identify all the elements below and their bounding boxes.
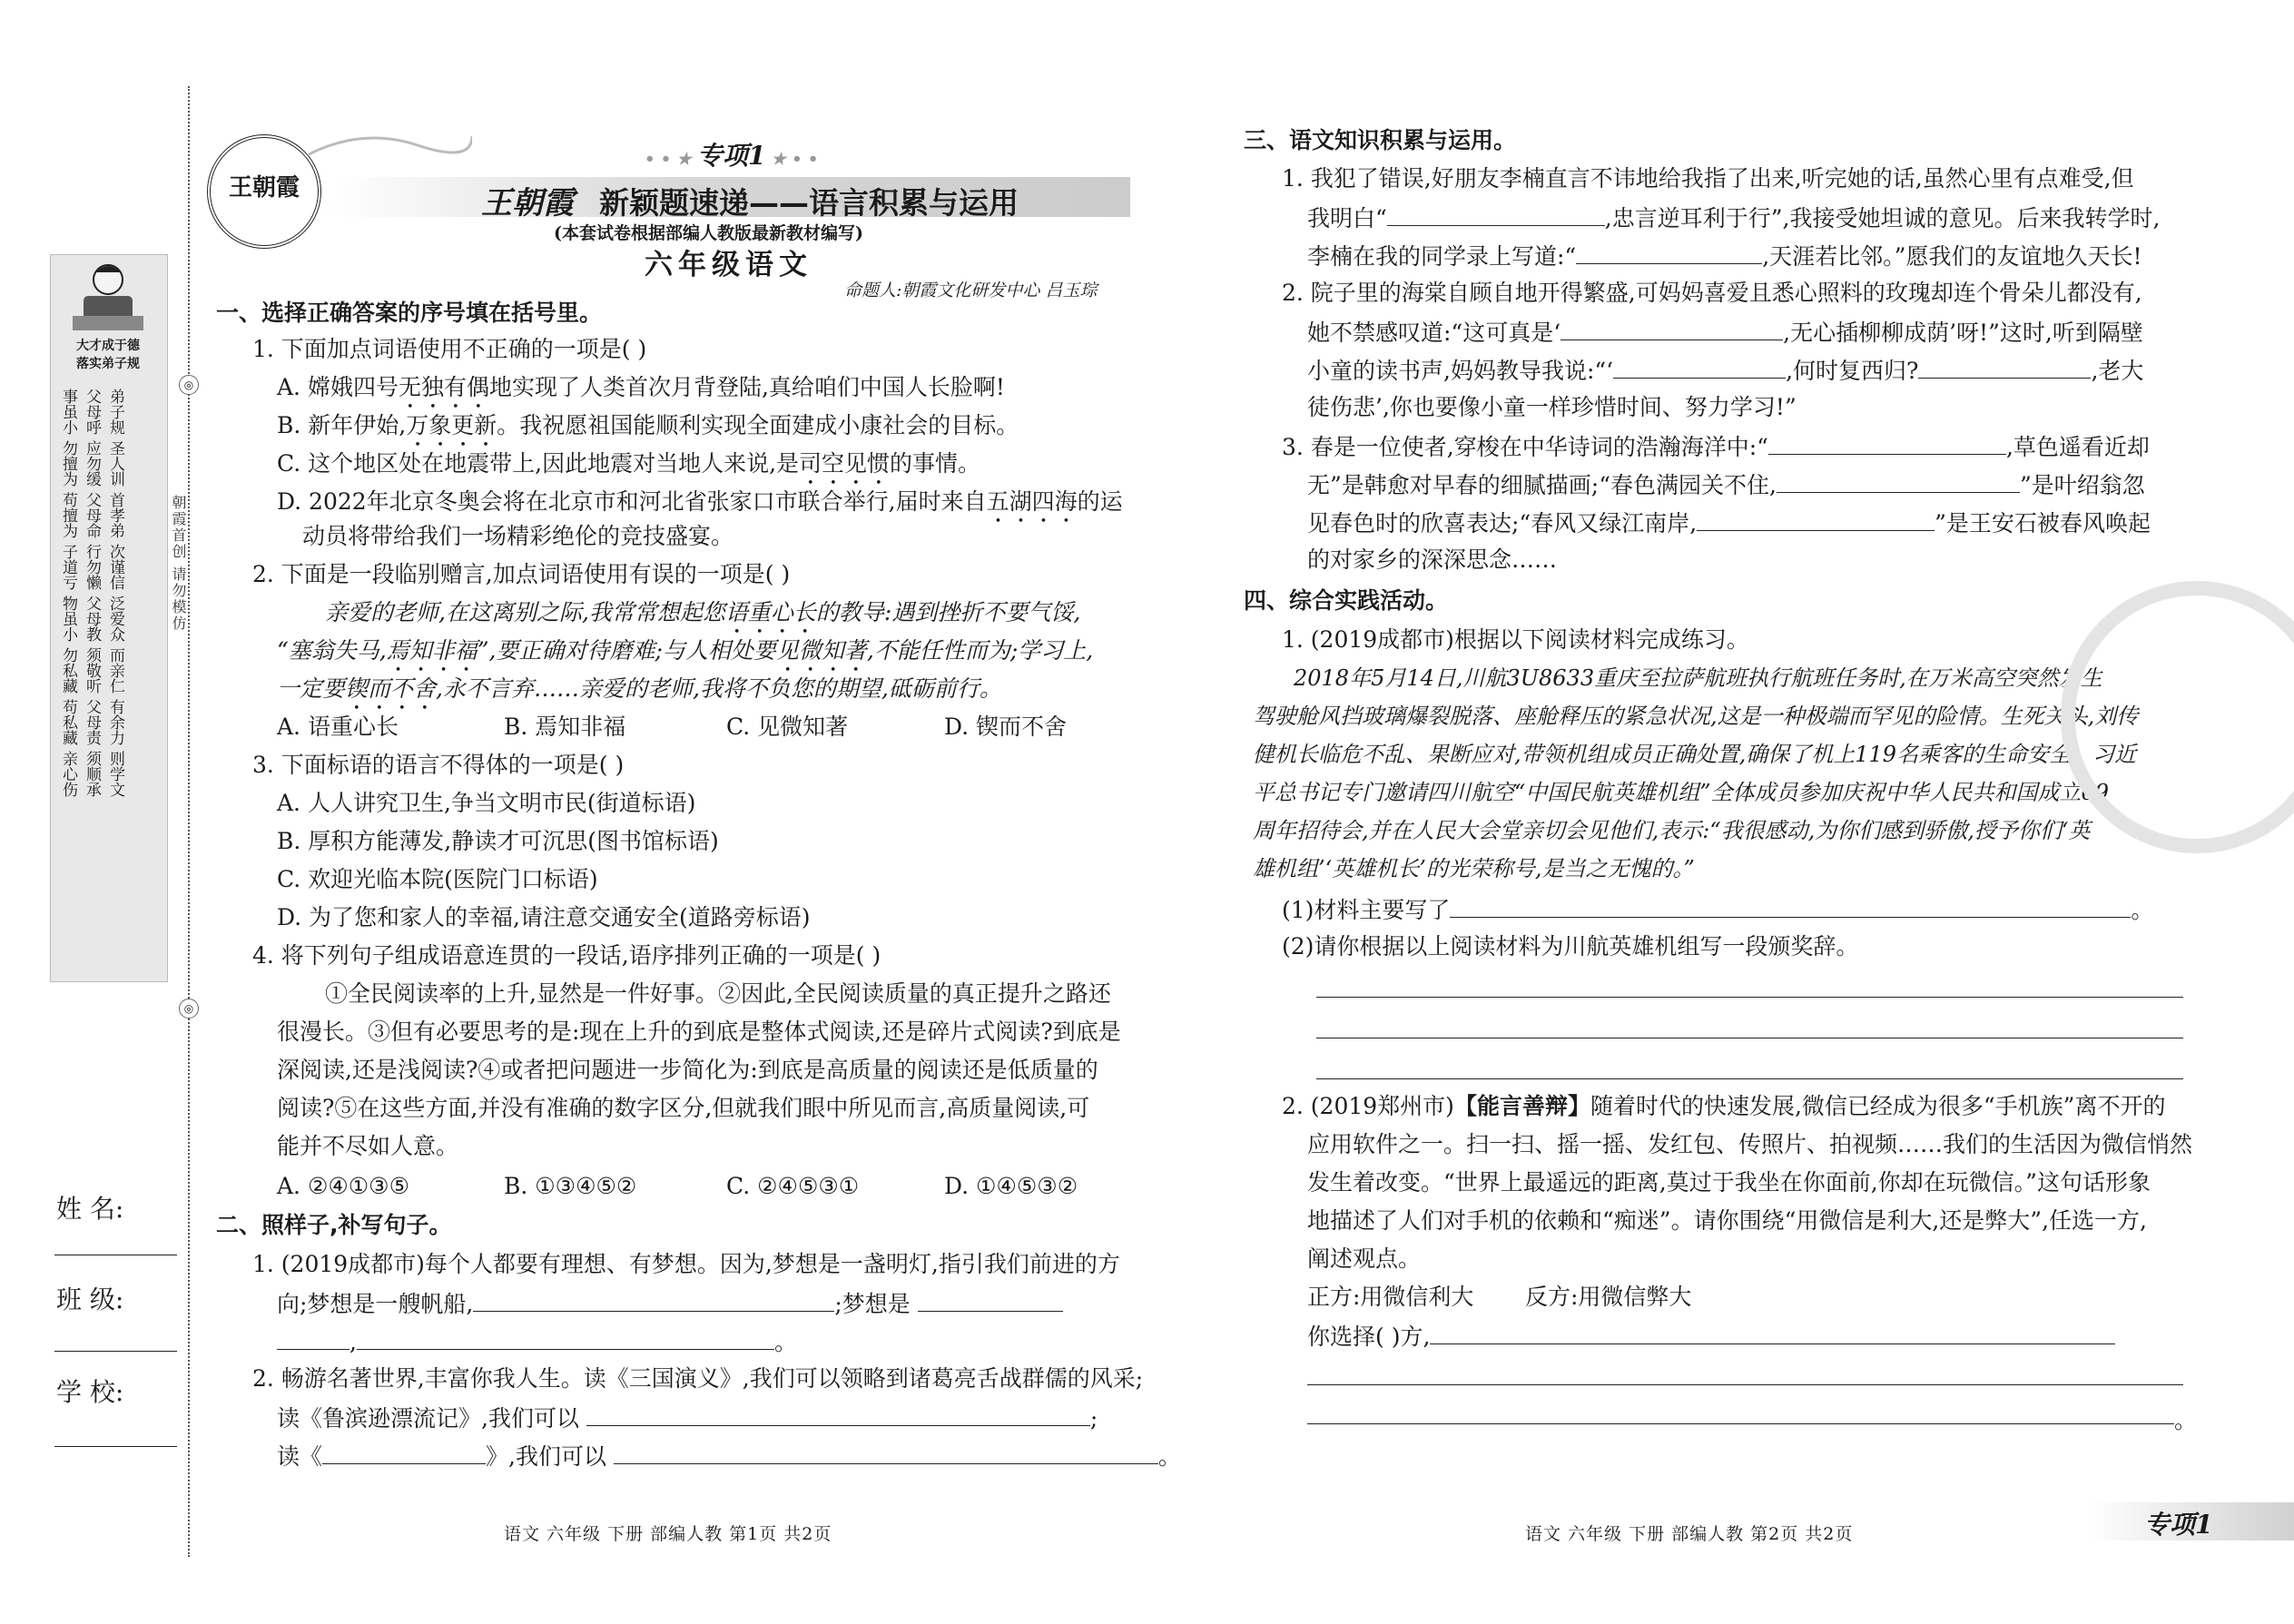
q3-option-d: D. 为了您和家人的幸福,请注意交通安全(道路旁标语) xyxy=(277,904,811,930)
r2-tail: ,无心插柳柳成荫’呀!”这时,听到隔壁 xyxy=(1783,320,2143,346)
verse: 则学文 xyxy=(106,751,124,797)
p2-line-5: 阐述观点。 xyxy=(1307,1245,1422,1272)
q3-stem: 3. 下面标语的语言不得体的一项是( ) xyxy=(252,752,625,778)
argument-line-1[interactable] xyxy=(1307,1384,2183,1385)
school-label: 学 校: xyxy=(56,1377,124,1407)
verse: 物虽小 xyxy=(59,595,77,642)
author-line: 命题人:朝霞文化研发中心 吕玉琮 xyxy=(844,281,1098,300)
q2-option-b: B. 焉知非福 xyxy=(504,714,626,740)
q3-option-b: B. 厚积方能薄发,静读才可沉思(图书馆标语) xyxy=(277,828,719,854)
verse: 苟擅为 xyxy=(59,492,77,538)
topic-tag: • • ★ 专项1 ★ • • xyxy=(645,141,819,171)
r3-lead-2: 无”是韩愈对早春的细腻描画;“春色满园关不住, xyxy=(1307,472,1777,498)
verse: 事虽小 xyxy=(59,389,77,435)
choose-blank[interactable] xyxy=(1430,1320,2115,1344)
section-1-heading: 一、选择正确答案的序号填在括号里。 xyxy=(216,300,603,326)
topic-tag-text: 专项1 xyxy=(696,141,766,171)
verse: 须顺承 xyxy=(83,751,101,797)
verse: 父母责 xyxy=(83,699,101,745)
q2-stem: 2. 下面是一段临别赠言,加点词语使用有误的一项是( ) xyxy=(252,561,791,587)
q4-passage-1: ①全民阅读率的上升,显然是一件好事。②因此,全民阅读质量的真正提升之路还 xyxy=(325,980,1111,1007)
s1-lead: 向;梦想是一艘帆船, xyxy=(277,1291,474,1317)
footer-right: 语文 六年级 下册 部编人教 第2页 共2页 xyxy=(1525,1524,1854,1544)
choose-line xyxy=(1307,1320,2115,1353)
q4-option-d: D. ①④⑤③② xyxy=(944,1173,1078,1199)
binding-mark-2: ◎ xyxy=(179,999,199,1019)
q1-option-b: B. 新年伊始,万象更新。我祝愿祖国能顺利实现全面建成小康社会的目标。 xyxy=(277,412,1019,438)
r2-lead: 她不禁感叹道:“这可真是‘ xyxy=(1307,320,1561,346)
verse: 次谨信 xyxy=(106,544,124,590)
r3-tail-2: ”是叶绍翁忽 xyxy=(2019,472,2145,498)
verse: 勿私藏 xyxy=(59,647,77,694)
p1-q1-label: (1)材料主要写了 xyxy=(1282,897,1451,923)
choose-label: 你选择( )方, xyxy=(1307,1324,1431,1350)
con-side: 反方:用微信弊大 xyxy=(1525,1284,1692,1310)
s2-line-1: 2. 畅游名著世界,丰富你我人生。读《三国演义》,我们可以领略到诸葛亮舌战群儒的风采; xyxy=(252,1365,1144,1392)
r3-line-1 xyxy=(1282,430,2150,463)
r1-blank-1[interactable] xyxy=(1387,202,1605,226)
page-title: 新颖题速递——语言积累与运用 xyxy=(599,185,1019,221)
award-line-1[interactable] xyxy=(1316,997,2183,998)
s2-lead: 读《鲁滨逊漂流记》,我们可以 xyxy=(277,1405,579,1432)
s1-line-3: , 。 xyxy=(277,1325,797,1358)
q2-option-a: A. 语重心长 xyxy=(277,714,399,740)
binding-line xyxy=(188,86,190,1557)
subject-title: 六年级语文 xyxy=(645,249,812,281)
material-6: 雄机组’‘英雄机长’的光荣称号,是当之无愧的。” xyxy=(1253,856,1695,881)
r1-line-3 xyxy=(1307,240,2142,272)
name-label: 姓 名: xyxy=(56,1194,124,1224)
q2-passage-2: “塞翁失马,焉知非福”,要正确对待磨难;与人相处要见微知著,不能任性而为;学习上, xyxy=(277,637,1094,664)
watermark-seal xyxy=(2061,581,2294,853)
r2-line-2 xyxy=(1307,316,2143,349)
r1-line-1: 1. 我犯了错误,好朋友李楠直言不讳地给我指了出来,听完她的话,虽然心里有点难受,但 xyxy=(1282,165,2134,192)
r1-lead-2: 李楠在我的同学录上写道:“ xyxy=(1307,243,1577,270)
q4-option-c: C. ②④⑤③① xyxy=(726,1173,860,1199)
r1-line-2 xyxy=(1307,202,2160,234)
s1-blank-3[interactable] xyxy=(277,1325,350,1350)
binding-mark-1: ◎ xyxy=(179,375,199,395)
r3-lead-3: 见春色时的欣喜表达;“春风又绿江南岸, xyxy=(1307,510,1698,536)
footer-tag: 专项1 xyxy=(2144,1510,2213,1540)
r1-tail: ,忠言逆耳利于行”,我接受她坦诚的意见。后来我转学时, xyxy=(1604,205,2161,231)
s1-blank-1[interactable] xyxy=(473,1287,834,1312)
q1-option-d: D. 2022年北京冬奥会将在北京市和河北省张家口市联合举行,届时来自五湖四海的运 xyxy=(277,488,1123,515)
material-5: 周年招待会,并在人民大会堂亲切会见他们,表示:“我很感动,为你们感到骄傲,授予你们‘英 xyxy=(1253,818,2091,843)
r2-mid: ,何时复西归? xyxy=(1786,358,1919,384)
r2-tail-2: ,老大 xyxy=(2091,358,2144,384)
verse: 父母命 xyxy=(83,492,101,538)
edition-note: (本套试卷根据部编人教版最新教材编写) xyxy=(554,223,863,243)
section-2-heading: 二、照样子,补写句子。 xyxy=(216,1212,452,1238)
binding-text: 朝霞首创 请勿模仿 xyxy=(170,495,187,633)
q4-stem: 4. 将下列句子组成语意连贯的一段话,语序排列正确的一项是( ) xyxy=(252,942,881,969)
s2-lead-2: 读《 xyxy=(277,1443,323,1470)
pro-side: 正方:用微信利大 xyxy=(1307,1284,1474,1310)
material-2: 驾驶舱风挡玻璃爆裂脱落、座舱释压的紧急状况,这是一种极端而罕见的险情。生死关头,刘传 xyxy=(1253,704,2139,729)
p2-line-1: 2. (2019郑州市)【能言善辩】随着时代的快速发展,微信已经成为很多“手机族”离不开的 xyxy=(1282,1093,2166,1119)
q2-passage-3: 一定要锲而不舍,永不言弃……亲爱的老师,我将不负您的期望,砥砺前行。 xyxy=(277,675,1002,702)
argument-line-2[interactable] xyxy=(1307,1423,2174,1424)
p2-line-2: 应用软件之一。扫一扫、摇一摇、发红包、传照片、拍视频……我们的生活因为微信悄然 xyxy=(1307,1131,2193,1157)
argument-end: 。 xyxy=(2174,1407,2198,1433)
r2-blank-2[interactable] xyxy=(1613,354,1786,379)
r3-line-4: 的对家乡的深深思念…… xyxy=(1307,546,1558,573)
p2-line-4: 地描述了人们对手机的依赖和“痴迷”。请你围绕“用微信是利大,还是弊大”,任选一方, xyxy=(1307,1207,2147,1234)
p1-q2: (2)请你根据以上阅读材料为川航英雄机组写一段颁奖辞。 xyxy=(1282,933,1859,960)
verse: 弟子规 xyxy=(106,389,124,435)
ribbon-decoration xyxy=(309,127,472,163)
verse: 苟私藏 xyxy=(59,699,77,745)
material-3: 健机长临危不乱、果断应对,带领机组成员正确处置,确保了机上119名乘客的生命安全。习近 xyxy=(1253,742,2137,767)
logo-badge xyxy=(207,134,321,249)
q4-passage-4: 阅读?⑤在这些方面,并没有准确的数字区分,但就我们眼中所见而言,高质量阅读,可 xyxy=(277,1095,1090,1121)
sidebar-verses xyxy=(58,389,160,969)
class-field[interactable] xyxy=(54,1351,177,1352)
s1-blank-4[interactable] xyxy=(357,1325,774,1350)
q2-passage-1: 亲爱的老师,在这离别之际,我常常想起您语重心长的教导:遇到挫折不要气馁, xyxy=(325,599,1081,625)
r3-blank-2[interactable] xyxy=(1777,468,2020,493)
s2-line-3: 读《 》,我们可以 。 xyxy=(277,1440,1181,1472)
r3-line-2 xyxy=(1307,468,2145,501)
sidebar-motto-2: 落实弟子规 xyxy=(76,357,140,371)
series-name: 王朝霞 xyxy=(481,185,574,221)
r1-lead: 我明白“ xyxy=(1307,205,1387,231)
q1-stem: 1. 下面加点词语使用不正确的一项是( ) xyxy=(252,336,647,362)
r2-line-1: 2. 院子里的海棠自顾自地开得繁盛,可妈妈喜爱且悉心照料的玫瑰却连个骨朵儿都没有, xyxy=(1282,280,2142,306)
s2-line-2: 读《鲁滨逊漂流记》,我们可以 ; xyxy=(277,1402,1098,1434)
p2-line-3: 发生着改变。“世界上最遥远的距离,莫过于我坐在你面前,你却在玩微信。”这句话形象 xyxy=(1307,1169,2151,1196)
s1-line-2 xyxy=(277,1287,1063,1320)
q4-option-b: B. ①③④⑤② xyxy=(504,1173,637,1199)
verse: 须敬听 xyxy=(83,647,101,694)
material-1: 2018年5月14日,川航3U8633重庆至拉萨航班执行航班任务时,在万米高空突然发生 xyxy=(1294,665,2102,691)
r3-blank-3[interactable] xyxy=(1697,507,1935,531)
r1-tail-2: ,天涯若比邻。”愿我们的友谊地久天长! xyxy=(1762,243,2142,270)
r3-lead: 3. 春是一位使者,穿梭在中华诗词的浩瀚海洋中:“ xyxy=(1282,434,1768,460)
r3-blank-1[interactable] xyxy=(1768,430,2006,455)
verse: 而亲仁 xyxy=(106,647,124,694)
r3-tail-3: ”是王安石被春风唤起 xyxy=(1935,510,2151,536)
r2-lead-2: 小童的读书声,妈妈教导我说:“‘ xyxy=(1307,358,1614,384)
verse: 行勿懒 xyxy=(83,544,101,590)
class-label: 班 级: xyxy=(56,1284,124,1314)
verse: 父母教 xyxy=(83,595,101,642)
material-4: 平总书记专门邀请四川航空“中国民航英雄机组”全体成员参加庆祝中华人民共和国成立69 xyxy=(1253,780,2110,805)
q1-option-a: A. 嫦娥四号无独有偶地实现了人类首次月背登陆,真给咱们中国人长脸啊! xyxy=(277,374,1005,400)
verse: 亲心伤 xyxy=(59,751,77,797)
q4-passage-5: 能并不尽如人意。 xyxy=(277,1133,459,1159)
footer-left: 语文 六年级 下册 部编人教 第1页 共2页 xyxy=(504,1524,832,1544)
p1-q1: (1)材料主要写了 。 xyxy=(1282,893,2153,926)
q4-passage-3: 深阅读,还是浅阅读?④或者把问题进一步简化为:到底是高质量的阅读还是低质量的 xyxy=(277,1057,1098,1083)
s2-blank-1[interactable] xyxy=(586,1402,1090,1426)
r2-line-4: 徒伤悲’,你也要像小童一样珍惜时间、努力学习!” xyxy=(1307,394,1797,420)
p1-q1-blank[interactable] xyxy=(1450,893,2131,918)
school-field[interactable] xyxy=(54,1446,177,1447)
q3-option-a: A. 人人讲究卫生,争当文明市民(街道标语) xyxy=(277,790,696,816)
q4-passage-2: 很漫长。③但有必要思考的是:现在上升的到底是整体式阅读,还是碎片式阅读?到底是 xyxy=(277,1019,1121,1045)
r2-blank-3[interactable] xyxy=(1918,354,2091,379)
award-line-3[interactable] xyxy=(1316,1078,2183,1079)
verse: 首孝弟 xyxy=(106,492,124,538)
q4-option-a: A. ②④①③⑤ xyxy=(277,1173,410,1199)
q1-option-c: C. 这个地区处在地震带上,因此地震对当地人来说,是司空见惯的事情。 xyxy=(277,450,981,477)
r1-blank-2[interactable] xyxy=(1576,240,1762,264)
verse: 泛爱众 xyxy=(106,595,124,642)
s2-mid: 》,我们可以 xyxy=(486,1443,606,1470)
q1-option-d-cont: 动员将带给我们一场精彩绝伦的竞技盛宴。 xyxy=(302,523,734,549)
section-4-heading: 四、综合实践活动。 xyxy=(1244,587,1449,614)
sidebar-motto-1: 大才成于德 xyxy=(76,339,140,353)
s1-line-1: 1. (2019成都市)每个人都要有理想、有梦想。因为,梦想是一盏明灯,指引我们前进的方 xyxy=(252,1251,1120,1277)
verse: 圣人训 xyxy=(106,440,124,487)
q2-option-c: C. 见微知著 xyxy=(726,714,849,740)
verse: 有余力 xyxy=(106,699,124,745)
s1-mid: ;梦想是 xyxy=(834,1291,911,1317)
verse: 勿擅为 xyxy=(59,440,77,487)
verse: 应勿缓 xyxy=(83,440,101,487)
q3-option-c: C. 欢迎光临本院(医院门口标语) xyxy=(277,866,598,892)
r3-tail: ,草色遥看近却 xyxy=(2005,434,2150,460)
section-3-heading: 三、语文知识积累与运用。 xyxy=(1244,127,1517,153)
q2-option-d: D. 锲而不舍 xyxy=(944,714,1068,740)
r2-line-3 xyxy=(1307,354,2143,387)
verse: 子道亏 xyxy=(59,544,77,590)
s2-blank-2[interactable] xyxy=(614,1440,1158,1464)
p1-stem: 1. (2019成都市)根据以下阅读材料完成练习。 xyxy=(1282,626,1749,653)
r3-line-3 xyxy=(1307,507,2151,539)
sidebar-figure xyxy=(65,260,151,334)
r2-blank-1[interactable] xyxy=(1561,316,1783,340)
s1-blank-2[interactable] xyxy=(918,1287,1063,1312)
verse: 父母呼 xyxy=(83,389,101,435)
s2-book-blank[interactable] xyxy=(322,1440,486,1464)
logo-text: 王朝霞 xyxy=(228,174,300,202)
